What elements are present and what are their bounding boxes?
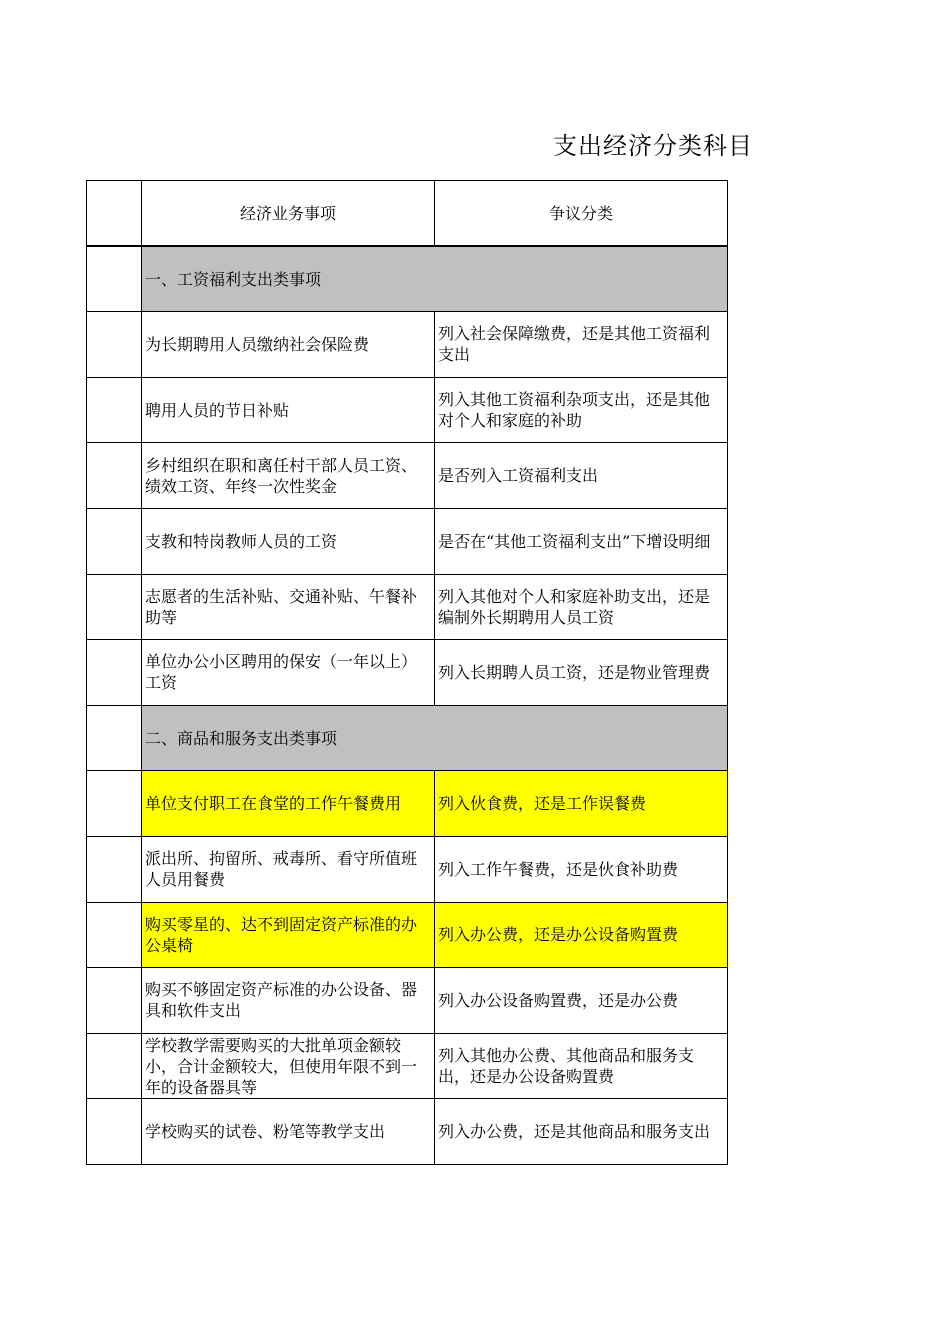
index-cell — [87, 771, 142, 837]
index-cell — [87, 508, 142, 574]
table-row — [87, 640, 728, 706]
index-cell — [87, 443, 142, 509]
dispute-cell: 列入办公费，还是其他商品和服务支出 — [435, 1099, 728, 1165]
dispute-cell: 列入伙食费，还是工作误餐费 — [435, 771, 728, 837]
table-row — [87, 836, 728, 902]
item-cell: 志愿者的生活补贴、交通补贴、午餐补助等 — [142, 574, 435, 640]
index-cell — [87, 574, 142, 640]
item-cell: 单位支付职工在食堂的工作午餐费用 — [142, 771, 435, 837]
section-label: 二、商品和服务支出类事项 — [142, 705, 728, 771]
section-row-salary-welfare — [87, 246, 728, 312]
item-cell: 学校教学需要购买的大批单项金额较小，合计金额较大，但使用年限不到一年的设备器具等 — [142, 1033, 435, 1099]
dispute-cell: 列入其他工资福利杂项支出，还是其他对个人和家庭的补助 — [435, 377, 728, 443]
item-cell: 为长期聘用人员缴纳社会保险费 — [142, 312, 435, 378]
table-row — [87, 1033, 728, 1099]
dispute-cell: 列入其他办公费、其他商品和服务支出，还是办公设备购置费 — [435, 1033, 728, 1099]
table-row — [87, 443, 728, 509]
table-row-highlighted — [87, 902, 728, 968]
dispute-cell: 是否在“其他工资福利支出”下增设明细 — [435, 508, 728, 574]
item-cell: 派出所、拘留所、戒毒所、看守所值班人员用餐费 — [142, 836, 435, 902]
table-row-highlighted — [87, 771, 728, 837]
table-row — [87, 312, 728, 378]
dispute-cell: 列入长期聘人员工资，还是物业管理费 — [435, 640, 728, 706]
index-cell — [87, 705, 142, 771]
section-label: 一、工资福利支出类事项 — [142, 246, 728, 312]
index-cell — [87, 1099, 142, 1165]
dispute-cell: 列入社会保障缴费，还是其他工资福利支出 — [435, 312, 728, 378]
index-cell — [87, 1033, 142, 1099]
index-cell — [87, 640, 142, 706]
item-cell: 购买不够固定资产标准的办公设备、器具和软件支出 — [142, 968, 435, 1034]
page-title: 支出经济分类科目 — [553, 132, 753, 160]
index-cell — [87, 968, 142, 1034]
item-cell: 乡村组织在职和离任村干部人员工资、绩效工资、年终一次性奖金 — [142, 443, 435, 509]
section-row-goods-services — [87, 705, 728, 771]
item-column-header: 经济业务事项 — [142, 181, 435, 247]
item-cell: 支教和特岗教师人员的工资 — [142, 508, 435, 574]
index-cell — [87, 312, 142, 378]
table-row — [87, 508, 728, 574]
table-header-row — [87, 181, 728, 247]
index-header-cell — [87, 181, 142, 247]
item-cell: 学校购买的试卷、粉笔等教学支出 — [142, 1099, 435, 1165]
dispute-column-header: 争议分类 — [435, 181, 728, 247]
dispute-cell: 是否列入工资福利支出 — [435, 443, 728, 509]
table-row — [87, 574, 728, 640]
dispute-cell: 列入办公费，还是办公设备购置费 — [435, 902, 728, 968]
index-cell — [87, 836, 142, 902]
item-cell: 单位办公小区聘用的保安（一年以上）工资 — [142, 640, 435, 706]
index-cell — [87, 902, 142, 968]
table-row — [87, 377, 728, 443]
dispute-cell: 列入其他对个人和家庭补助支出，还是编制外长期聘用人员工资 — [435, 574, 728, 640]
classification-table — [86, 180, 728, 1165]
index-cell — [87, 246, 142, 312]
item-cell: 聘用人员的节日补贴 — [142, 377, 435, 443]
table-row — [87, 968, 728, 1034]
index-cell — [87, 377, 142, 443]
dispute-cell: 列入工作午餐费，还是伙食补助费 — [435, 836, 728, 902]
dispute-cell: 列入办公设备购置费，还是办公费 — [435, 968, 728, 1034]
item-cell: 购买零星的、达不到固定资产标准的办公桌椅 — [142, 902, 435, 968]
table-row — [87, 1099, 728, 1165]
